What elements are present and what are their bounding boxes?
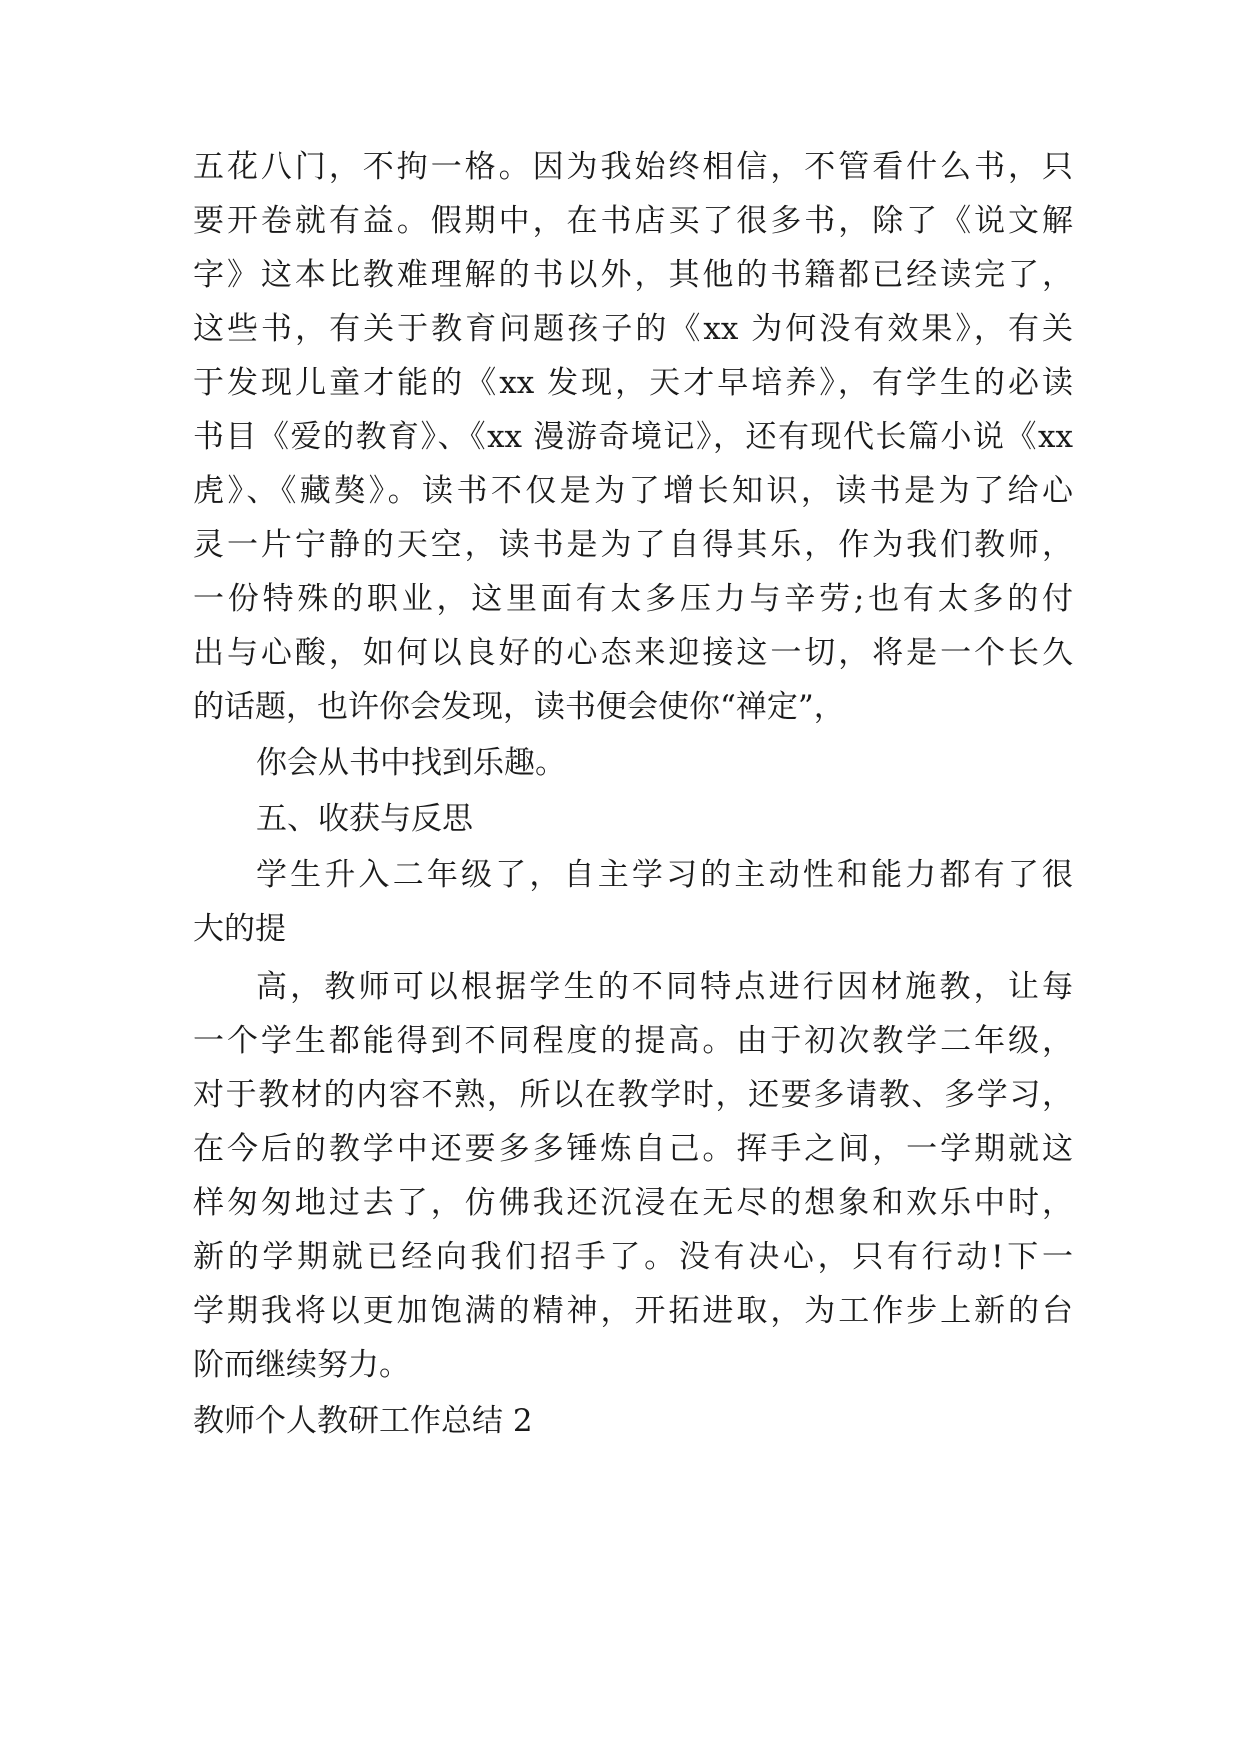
text-line: 你会从书中找到乐趣。 <box>256 745 566 781</box>
text-line: 新的学期就已经向我们招手了。没有决心，只有行动!下一 <box>193 1239 1073 1275</box>
next-section-title: 教师个人教研工作总结 2 <box>193 1403 533 1439</box>
text-line: 这些书，有关于教育问题孩子的《xx 为何没有效果》，有关 <box>193 311 1073 347</box>
text-line: 要开卷就有益。假期中，在书店买了很多书，除了《说文解 <box>193 203 1073 239</box>
text-line: 书目《爱的教育》、《xx 漫游奇境记》，还有现代长篇小说《xx <box>193 419 1073 455</box>
text-line: 一份特殊的职业，这里面有太多压力与辛劳;也有太多的付 <box>193 581 1073 617</box>
text-line: 样匆匆地过去了，仿佛我还沉浸在无尽的想象和欢乐中时， <box>193 1185 1073 1221</box>
text-line: 五花八门，不拘一格。因为我始终相信，不管看什么书，只 <box>193 149 1073 185</box>
text-line: 灵一片宁静的天空，读书是为了自得其乐，作为我们教师， <box>193 527 1073 563</box>
text-line: 高，教师可以根据学生的不同特点进行因材施教，让每 <box>256 969 1073 1005</box>
text-line: 大的提 <box>193 911 286 947</box>
text-line: 于发现儿童才能的《xx 发现，天才早培养》，有学生的必读 <box>193 365 1073 401</box>
text-line: 一个学生都能得到不同程度的提高。由于初次教学二年级， <box>193 1023 1073 1059</box>
text-line: 字》这本比教难理解的书以外，其他的书籍都已经读完了， <box>193 257 1073 293</box>
text-line: 学期我将以更加饱满的精神，开拓进取，为工作步上新的台 <box>193 1293 1073 1329</box>
section-heading: 五、收获与反思 <box>256 801 473 837</box>
text-line: 在今后的教学中还要多多锤炼自己。挥手之间，一学期就这 <box>193 1131 1073 1167</box>
text-line: 学生升入二年级了，自主学习的主动性和能力都有了很 <box>256 857 1073 893</box>
text-line: 的话题，也许你会发现，读书便会使你“禅定”， <box>193 689 845 725</box>
text-line: 出与心酸，如何以良好的心态来迎接这一切，将是一个长久 <box>193 635 1073 671</box>
text-line: 阶而继续努力。 <box>193 1347 410 1383</box>
text-line: 对于教材的内容不熟，所以在教学时，还要多请教、多学习， <box>193 1077 1073 1113</box>
text-line: 虎》、《藏獒》。读书不仅是为了增长知识，读书是为了给心 <box>193 473 1073 509</box>
